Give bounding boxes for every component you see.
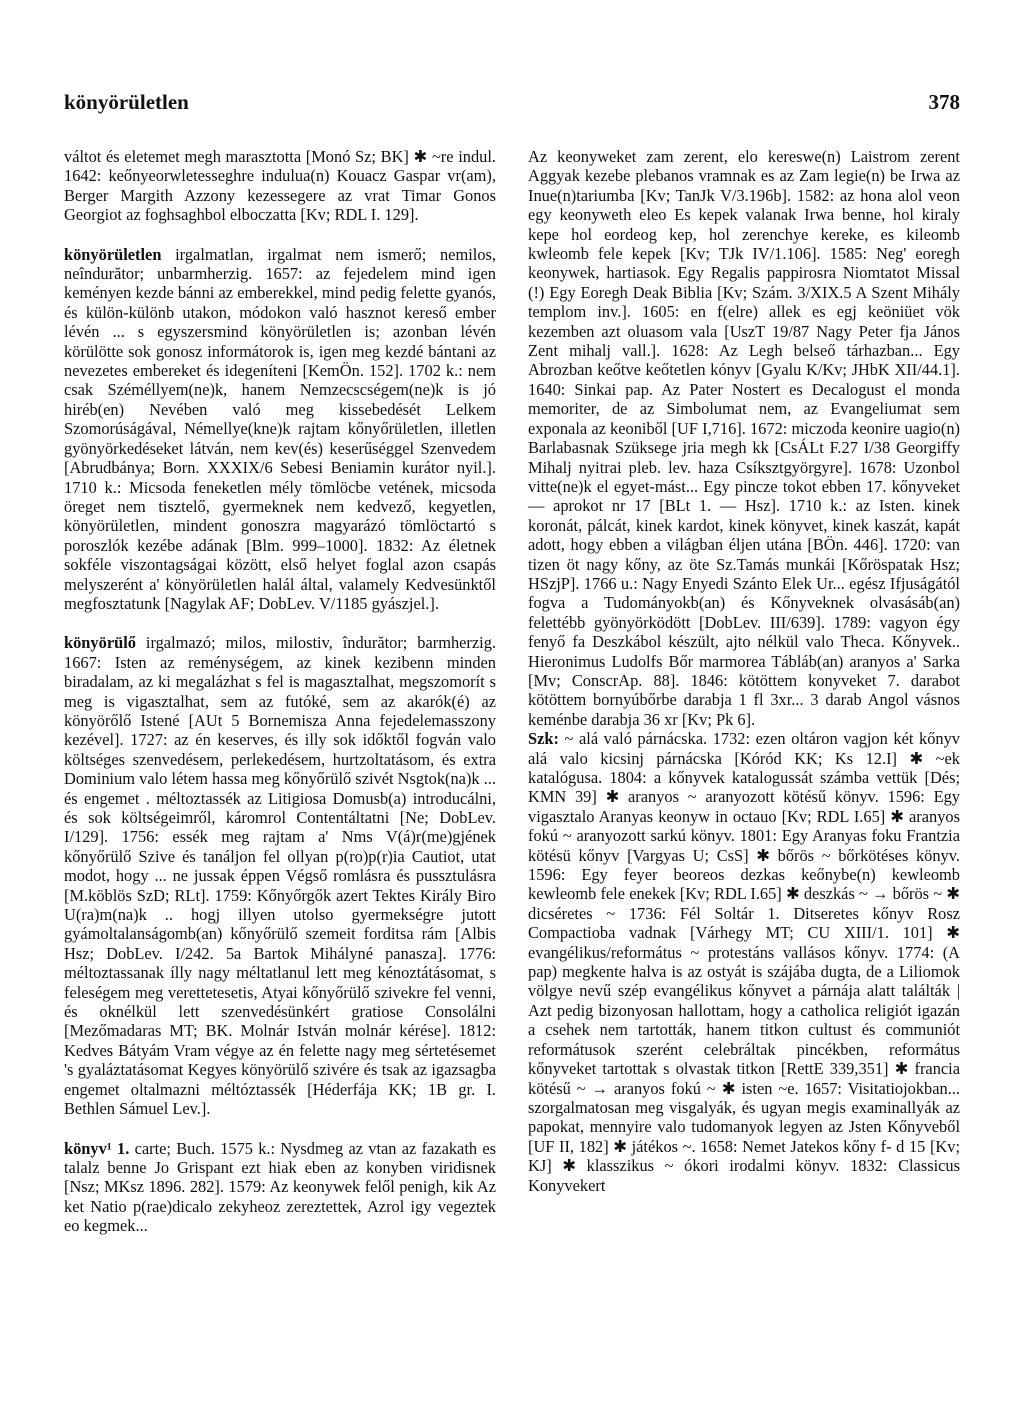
dictionary-entry <box>64 245 496 614</box>
dictionary-entry <box>64 633 496 1118</box>
entry-continuation <box>528 147 960 729</box>
entry-continuation <box>64 147 496 225</box>
entry-text: irgalmatlan, irgalmat nem ismerő; nemilos, neîndurător; unbarmherzig. 1657: az fejedelem mind igen keményen kezde bánni az emberekkel, mind pedig felette gyanós, és külön-különb utakon, módokon való hasznot kereső ember lévén ... s egyszersmind könyörületlen is; azonban lévén körülötte sok gonosz informátorok is, igen meg kezdé bántani az nevezetes embereket és idegeníteni [KemÖn. 152]. 1702 k.: nem csak Széméllyem(ne)k, hanem Nemzecscségem(ne)k is jó hiréb(en) Nevében való meg kissebedését Lelkem Szomorúságával, Némellye(kne)k rajtam kőnyőrületlen, illetlen gyönyörkedéseket látván, nem kev(és) keserűséggel Szenvedem [Abrudbánya; Born. XXXIX/6 Sebesi Beniamin kurátor nyil.]. 1710 k.: Micsoda feneketlen mély tömlöcbe vetének, micsoda öreget nem tisztelő, gyermeknek nem kedvező, kegyetlen, könyörületlen, mindent gonoszra magyarázó tömlöctartó s poroszlók kezébe adának [Blm. 999–1000]. 1832: Az életnek sokféle viszontagságai között, első helyet foglal azon csapás melyszerént a' könyörületlen halál által, valamely Kedvesünktől megfosztatunk [Nagylak AF; DobLev. V/1185 gyászjel.]. <box>64 244 496 613</box>
left-column <box>64 147 496 1236</box>
running-headword: könyörületlen <box>64 90 189 114</box>
entry-text: irgalmazó; milos, milostiv, îndurător; barmherzig. 1667: Isten az reménységem, az kinek kezibenn minden biradalam, az ki megalázhat s fel is magasztalhat, megszomorít s meg is vigasztalhat, sem az futóké, sem az akarók(é) az könyörőlő Istené [AUt 5 Bornemisza Anna fejedelemasszony kezével]. 1727: az én keserves, és illy sok időktől fogván valo költséges szenvedésem, perlekedésem, hurtzoltatásom, és extra Dominium valo létem hassa meg kőnyőrülő szivét Nsgtok(na)k ... és engemet . méltoztassék az Litigiosa Domusb(a) introducálni, és sok költségeimről, káromrol Contentáltatni [Ne; DobLev. I/129]. 1756: essék meg rajtam a' Nms V(á)r(me)gjének kőnyőrülő Szive és tanáljon fel ollyan p(ro)p(r)ia Cautiot, utat modot, hogy ... ne jussak éppen Végső romlásra és pussztulásra [M.köblös SzD; RLt]. 1759: Kőnyőrgők azert Tektes Király Biro U(ra)m(na)k .. hogj illyen utolso gyermekségre jutott gyámoltalanságomb(an) kőnyőrülő szemeit forditsa rám [Albis Hsz; DobLev. I/242. 5a Bartok Mihályné panasza]. 1776: méltoztassanak ílly nagy méltatlanul lett meg kénoztátásomat, s feleségem meg verettetesetis, Atyai kőnyőrülő szivekre fel venni, és oknélkül lett szenvedésünkért gratiose Consolálni [Mezőmadaras MT; BK. Molnár István molnár kérése]. 1812: Kedves Bátyám Vram végye az én felette nagy meg sértetésemet 's gyaláztatásomat Kegyes könyörülő szivére és tsak az igazsagba engemet oltalmazni méltóztassék [Héderfája KK; 1B gr. I. Bethlen Sámuel Lev.]. <box>64 633 496 1119</box>
page-number: 378 <box>928 90 960 114</box>
dictionary-subentry <box>528 729 960 1195</box>
entry-headword: könyörületlen <box>64 244 162 264</box>
entry-text: váltot és eletemet megh marasztotta [Monó Sz; BK] ✱ ~re indul. 1642: keőnyeorwletesseghre indulua(n) Kouacz Gaspar vr(am), Berger Margith Azzony kezessegere az vrat Timar Gonos Georgiot az foghsaghbol elboczatta [Kv; RDL I. 129]. <box>64 147 496 225</box>
dictionary-entry <box>64 1139 496 1236</box>
page-header <box>64 90 960 120</box>
entry-headword: Szk: <box>528 729 559 749</box>
right-column <box>528 147 960 1195</box>
entry-text: carte; Buch. 1575 k.: Nysdmeg az vtan az fazakath es talalz benne Jo Grispant ezt hiak eben az konyben viridisnek [Nsz; MKsz 1896. 282]. 1579: Az keonywek felől penigh, kik Az ket Natio p(rae)dicalo zekyheoz zereztettek, Azrol igy vegeztek eo kegmek... <box>64 1138 496 1236</box>
entry-text: ~ alá való párnácska. 1732: ezen oltáron vagjon két kőnyv alá valo kicsinj párnácska [Kóród KK; Ks 12.I] ✱ ~ek katalógusa. 1804: a kőnyvek katalogussát számba vettük [Dés; KMN 39] ✱ aranyos ~ aranyozott kötésű könyv. 1596: Egy vigasztalo Aranyas keonyw in octauo [Kv; RDL I.65] ✱ aranyos fokú ~ aranyozott sarkú könyv. 1801: Egy Aranyas foku Frantzia kötésü kőnyv [Vargyas U; CsS] ✱ bőrös ~ bőrkötéses könyv. 1596: Egy feyer beoreos dezkas keőnybe(n) kewleomb kewleomb fele enekek [Kv; RDL I.65] ✱ deszkás ~ → bőrös ~ ✱ dicséretes ~ 1736: Fél Soltár 1. Ditseretes kőnyv Rosz Compactioba vadnak [Várhegy MT; CU XIII/1. 101] ✱ evangélikus/református ~ protestáns vallásos kőnyv. 1774: (A pap) megkente halva is az ostyát is szájába dugta, de a Liliomok völgye nevű szép evangélikus kőnyvet a párnája alatt találták | Azt pedig bizonyosan hallottam, hogy a catholica religiót igazán a csehek nem tartották, hanem titkon cultust és communiót reformátusok szerént celebráltak pincékben, református kőnyveket tartottak s olvastak titkon [RettE 339,351] ✱ francia kötésű ~ → aranyos fokú ~ ✱ isten ~e. 1657: Visitatiojokban... szorgalmatosan meg visgalyák, és ugyan megis examinallyák az papokat, mennyire valo tudomanyok legyen az Jsten Kőnyveből [UF II, 182] ✱ játékos ~. 1658: Nemet Jatekos kőny f- d 15 [Kv; KJ] ✱ klasszikus ~ ókori irodalmi könyv. 1832: Classicus Konyvekert <box>528 729 960 1195</box>
entry-headword: könyv¹ 1. <box>64 1138 130 1158</box>
entry-text: Az keonyweket zam zerent, elo kereswe(n) Laistrom zerent Aggyak kezebe plebanos vramnak es az Zam legie(n) be Irwa az Inue(n)tariumba [Kv; TanJk V/3.196b]. 1582: az hona alol veon egy keonyweth eleo Es kepek valanak Irwa benne, hol kiraly kepe hol eordeog kep, hol zerenchye kereke, es kileomb kwleomb fele kepek [Kv; TJk IV/1.106]. 1585: Neg' eoregh keonywek, hartiasok. Egy Regalis pappirosra Niomtatot Missal (!) Egy Eoregh Deak Biblia [Kv; Szám. 3/XIX.5 A Szent Mihály templom inv.]. 1605: en f(elre) allek es egj keöniüet vök kezemben azt oluasom vala [UszT 19/87 Nagy Peter fja János Zent mihalj vall.]. 1628: Az Legh belseő tárhazban... Egy Abrozban keőtve keőtetlen kónyv [Gyalu K/Kv; JHbK XII/44.1]. 1640: Sinkai pap. Az Pater Nostert es Decalogust el monda memoriter, de az Simbolumat nem, az Evangeliumat sem exponala az keoniből [UF I,716]. 1672: miczoda keonire uagio(n) Barlabasnak Szüksege jria megh kk [CsÁLt F.27 I/38 Georgiffy Mihalj nyitrai pleb. lev. haza Csíksztgyörgyre]. 1678: Uzonbol vitte(ne)k el egyet-mást... Egy pincze tokot ebben 17. kőnyveket — aprokot nr 17 [BLt 1. — Hsz]. 1710 k.: az Isten. kinek koronát, pálcát, kinek kardot, kinek könyvet, kinek kaszát, kapát adott, hogy ebben a világban éljen utána [BÖn. 446]. 1720: van tizen öt nagy kőny, az öte Sz.Tamás munkái [Kőröspatak Hsz; HSzjP]. 1766 u.: Nagy Enyedi Szánto Elek Ur... egész Ifjuságától fogva a Tudományokb(an) és Kőnyveknek olvasásáb(an) felettébb gyönyörködött [DobLev. III/639]. 1789: vagyon égy fenyő fa Deszkábol készült, ajto nélkül valo Theca. Kőnyvek.. Hieronimus Ludolfs Bőr marmorea Tábláb(an) aranyos a' Sarka [Mv; ConscrAp. 88]. 1846: kötöttem konyveket 7. darabot kötöttem bornyúbőrbe darabja 1 fl 3xr... 3 darab Angol vásnos keménbe darabja 36 xr [Kv; Pk 6]. <box>528 147 960 729</box>
entry-headword: könyörülő <box>64 633 136 653</box>
